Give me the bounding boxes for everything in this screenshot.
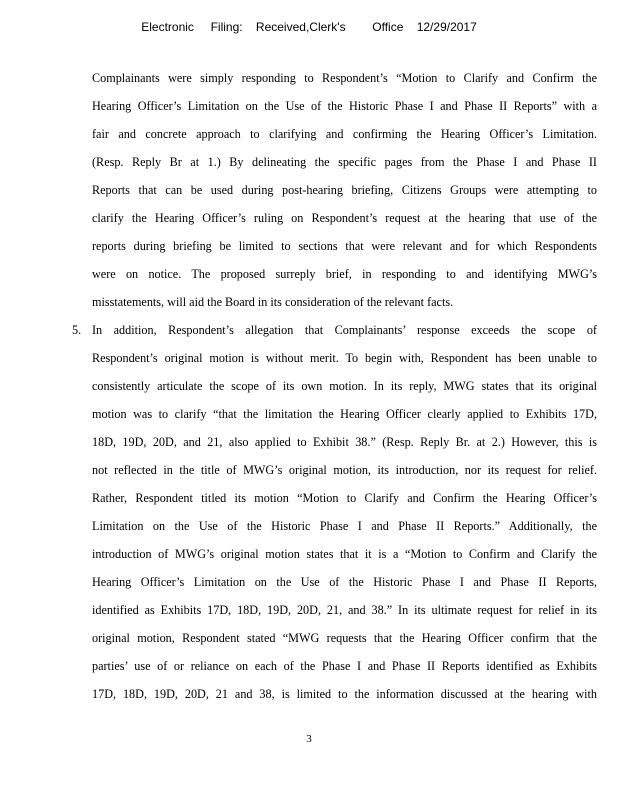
text-line: identified as Exhibits 17D, 18D, 19D, 20D, 21, and 38.” In its ultimate request for relief in its [92, 603, 597, 617]
text-line: Reports that can be used during post-hearing briefing, Citizens Groups were attempting to [92, 183, 597, 197]
text-line: were on notice. The proposed surreply brief, in responding to and identifying MWG’s [92, 267, 597, 281]
text-line: original motion, Respondent stated “MWG requests that the Hearing Officer confirm that the [92, 631, 597, 645]
text-line: introduction of MWG’s original motion states that it is a “Motion to Confirm and Clarify the [92, 547, 597, 561]
text-line: Limitation on the Use of the Historic Phase I and Phase II Reports.” Additionally, the [92, 519, 597, 533]
text-line: not reflected in the title of MWG’s original motion, its introduction, nor its request for relief. [92, 463, 597, 477]
text-line: fair and concrete approach to clarifying and confirming the Hearing Officer’s Limitation. [92, 127, 597, 141]
text-line: misstatements, will aid the Board in its consideration of the relevant facts. [92, 295, 454, 309]
text-line: (Resp. Reply Br at 1.) By delineating the specific pages from the Phase I and Phase II [92, 155, 597, 169]
text-line: parties’ use of or reliance on each of the Phase I and Phase II Reports identified as Exhibits [92, 659, 597, 673]
text-line: Hearing Officer’s Limitation on the Use of the Historic Phase I and Phase II Reports, [92, 575, 597, 589]
electronic-filing-header: Electronic Filing: Received,Clerk's Office 12/29/2017 [141, 20, 477, 34]
text-line: 17D, 18D, 19D, 20D, 21 and 38, is limited to the information discussed at the hearing with [92, 687, 597, 701]
text-line: Rather, Respondent titled its motion “Motion to Clarify and Confirm the Hearing Officer’s [92, 491, 597, 505]
text-line: motion was to clarify “that the limitation the Hearing Officer clearly applied to Exhibits 17D, [92, 407, 597, 421]
text-line: Complainants were simply responding to Respondent’s “Motion to Clarify and Confirm the [92, 71, 597, 85]
paragraph-number: 5. [72, 323, 82, 337]
text-line: reports during briefing be limited to sections that were relevant and for which Respondents [92, 239, 597, 253]
text-line: In addition, Respondent’s allegation that Complainants’ response exceeds the scope of [92, 323, 597, 337]
page-number: 3 [306, 733, 312, 745]
text-line: consistently articulate the scope of its own motion. In its reply, MWG states that its original [92, 379, 597, 393]
text-line: clarify the Hearing Officer’s ruling on Respondent’s request at the hearing that use of the [92, 211, 597, 225]
text-line: 18D, 19D, 20D, and 21, also applied to Exhibit 38.” (Resp. Reply Br. at 2.) However, this is [92, 435, 597, 449]
text-line: Hearing Officer’s Limitation on the Use of the Historic Phase I and Phase II Reports” with a [92, 99, 597, 113]
text-line: Respondent’s original motion is without merit. To begin with, Respondent has been unable to [92, 351, 597, 365]
